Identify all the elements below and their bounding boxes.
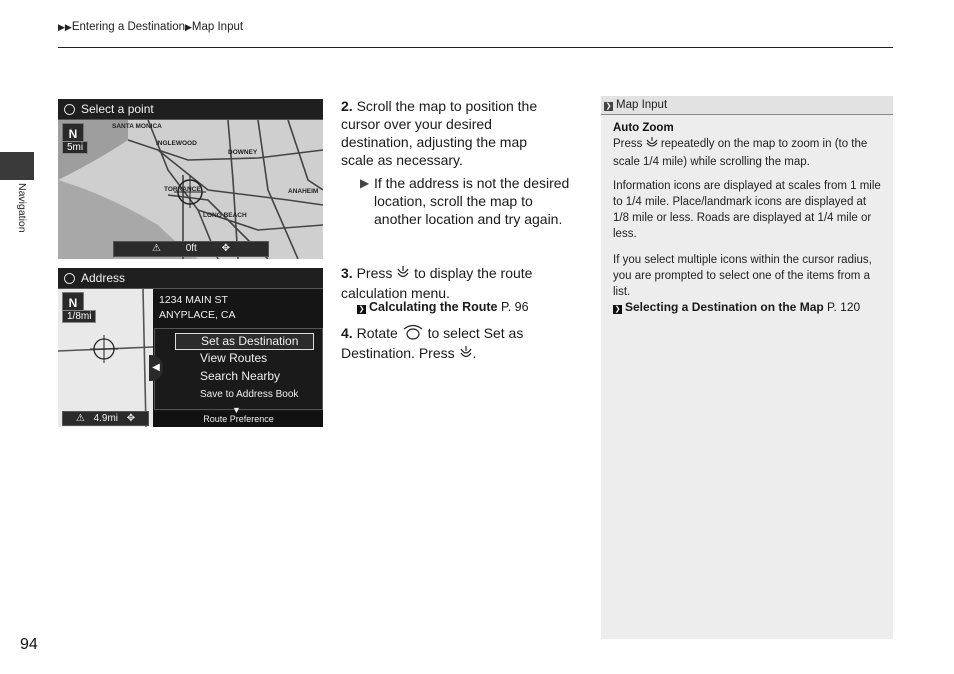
menu-item-search-nearby[interactable]: Search Nearby (200, 369, 281, 383)
auto-zoom-b: repeatedly on the map to zoom in (to the scale 1/4 mile) while scrolling the map. (613, 138, 868, 168)
step-text-a: Rotate (356, 325, 398, 341)
ref-title: Selecting a Destination on the Map (625, 300, 824, 314)
multiple-icons-text: If you select multiple icons within the cursor radius, you are prompted to select one of the items from a list. (613, 254, 872, 298)
step-2 (341, 97, 551, 169)
section-label: Navigation (16, 183, 28, 233)
nav-icon (64, 273, 75, 284)
map-label: SANTA MONICA (112, 123, 162, 130)
map-view[interactable] (58, 289, 153, 427)
warning-icon: ⚠ (75, 413, 85, 424)
address-line-1: 1234 MAIN ST (159, 294, 228, 306)
step-number: 3. (341, 265, 353, 281)
step-text-b: to select (427, 325, 480, 341)
step-text: Scroll the map to position the cursor over your desired destination, adjusting the map scale as necessary. (341, 98, 538, 168)
route-preference-button[interactable] (154, 405, 323, 427)
rotate-knob-icon (402, 324, 424, 344)
breadcrumb (58, 21, 243, 33)
step-text-a: Press (356, 265, 393, 281)
step-text-c: Press (418, 345, 455, 361)
screen-title: Address (81, 271, 126, 285)
map-label: INGLEWOOD (156, 140, 197, 147)
move-icon: ✥ (221, 243, 231, 254)
nav-icon (64, 104, 75, 115)
breadcrumb-part-2: Map Input (191, 21, 244, 33)
sidebar-header-text (604, 96, 667, 114)
header-arrow-icon: ❯ (605, 103, 612, 110)
step-4 (341, 324, 566, 364)
bottom-value: 4.9mi (93, 413, 119, 424)
screen-title-bar (58, 268, 323, 289)
map-label: TORRANCE (164, 186, 201, 193)
enter-button-icon (459, 346, 473, 364)
bottom-value: 0ft (185, 243, 197, 254)
ref-selecting-destination[interactable] (613, 300, 860, 314)
step-number: 4. (341, 325, 353, 341)
step-2-note (357, 174, 577, 228)
reference-arrow-icon: ❯ (358, 306, 365, 313)
reference-arrow-icon: ❯ (614, 306, 621, 313)
warning-icon: ⚠ (151, 243, 161, 254)
screen-select-point (58, 99, 323, 259)
screen-title-bar (58, 99, 323, 120)
enter-button-icon (396, 266, 410, 284)
page-number: 94 (20, 636, 38, 653)
note-text: If the address is not the desired location, scroll the map to another location and try again. (374, 175, 570, 227)
period: . (472, 345, 477, 361)
route-preference-label: Route Preference (203, 414, 274, 424)
auto-zoom-text (613, 136, 885, 170)
screen-title: Select a point (81, 102, 154, 116)
menu-item-save-address[interactable]: Save to Address Book (200, 389, 299, 400)
enter-button-icon (646, 137, 658, 154)
step-bold: Set as Destination. (341, 325, 524, 361)
breadcrumb-arrow-icon: ▶ (185, 22, 192, 32)
north-icon[interactable]: N (62, 292, 84, 314)
map-view[interactable] (58, 120, 323, 259)
sidebar-title: Map Input (616, 99, 668, 111)
step-number: 2. (341, 98, 353, 114)
menu-item-view-routes[interactable]: View Routes (200, 351, 268, 365)
map-label: LONG BEACH (203, 212, 247, 219)
step-3 (341, 264, 581, 302)
map-bottom-bar[interactable] (113, 241, 269, 257)
chevron-left-icon[interactable]: ◀ (149, 355, 163, 381)
ref-title: Calculating the Route (369, 300, 498, 314)
auto-zoom-a: Press (613, 138, 643, 150)
ref-page: P. 120 (827, 300, 861, 314)
map-bottom-bar[interactable] (62, 411, 149, 426)
route-menu (154, 328, 323, 410)
address-line-2: ANYPLACE, CA (159, 309, 236, 321)
map-label: DOWNEY (228, 149, 258, 156)
map-scale: 1/8mi (62, 310, 96, 323)
menu-item-set-destination[interactable]: Set as Destination (175, 333, 314, 350)
header-rule (58, 47, 893, 48)
breadcrumb-part-1: Entering a Destination (71, 21, 185, 33)
auto-zoom-title: Auto Zoom (613, 122, 674, 134)
map-scale: 5mi (62, 141, 88, 154)
map-label: ANAHEIM (288, 188, 319, 195)
section-tab (0, 152, 34, 180)
ref-calculating-route[interactable] (357, 300, 529, 314)
note-arrow-icon: ▶ (360, 176, 370, 190)
move-icon: ✥ (126, 413, 136, 424)
step-text-b: to display the route calculation menu. (341, 265, 533, 301)
breadcrumb-arrow-icon: ▶▶ (58, 22, 72, 32)
info-icons-text: Information icons are displayed at scales from 1 mile to 1/4 mile. Place/landmark icons are displayed at 1/8 mile or less. Roads are displayed at 1/4 mile or less. (613, 180, 881, 240)
ref-page: P. 96 (500, 300, 529, 314)
north-icon[interactable]: N (62, 123, 84, 145)
chevron-down-icon: ▼ (232, 405, 241, 415)
